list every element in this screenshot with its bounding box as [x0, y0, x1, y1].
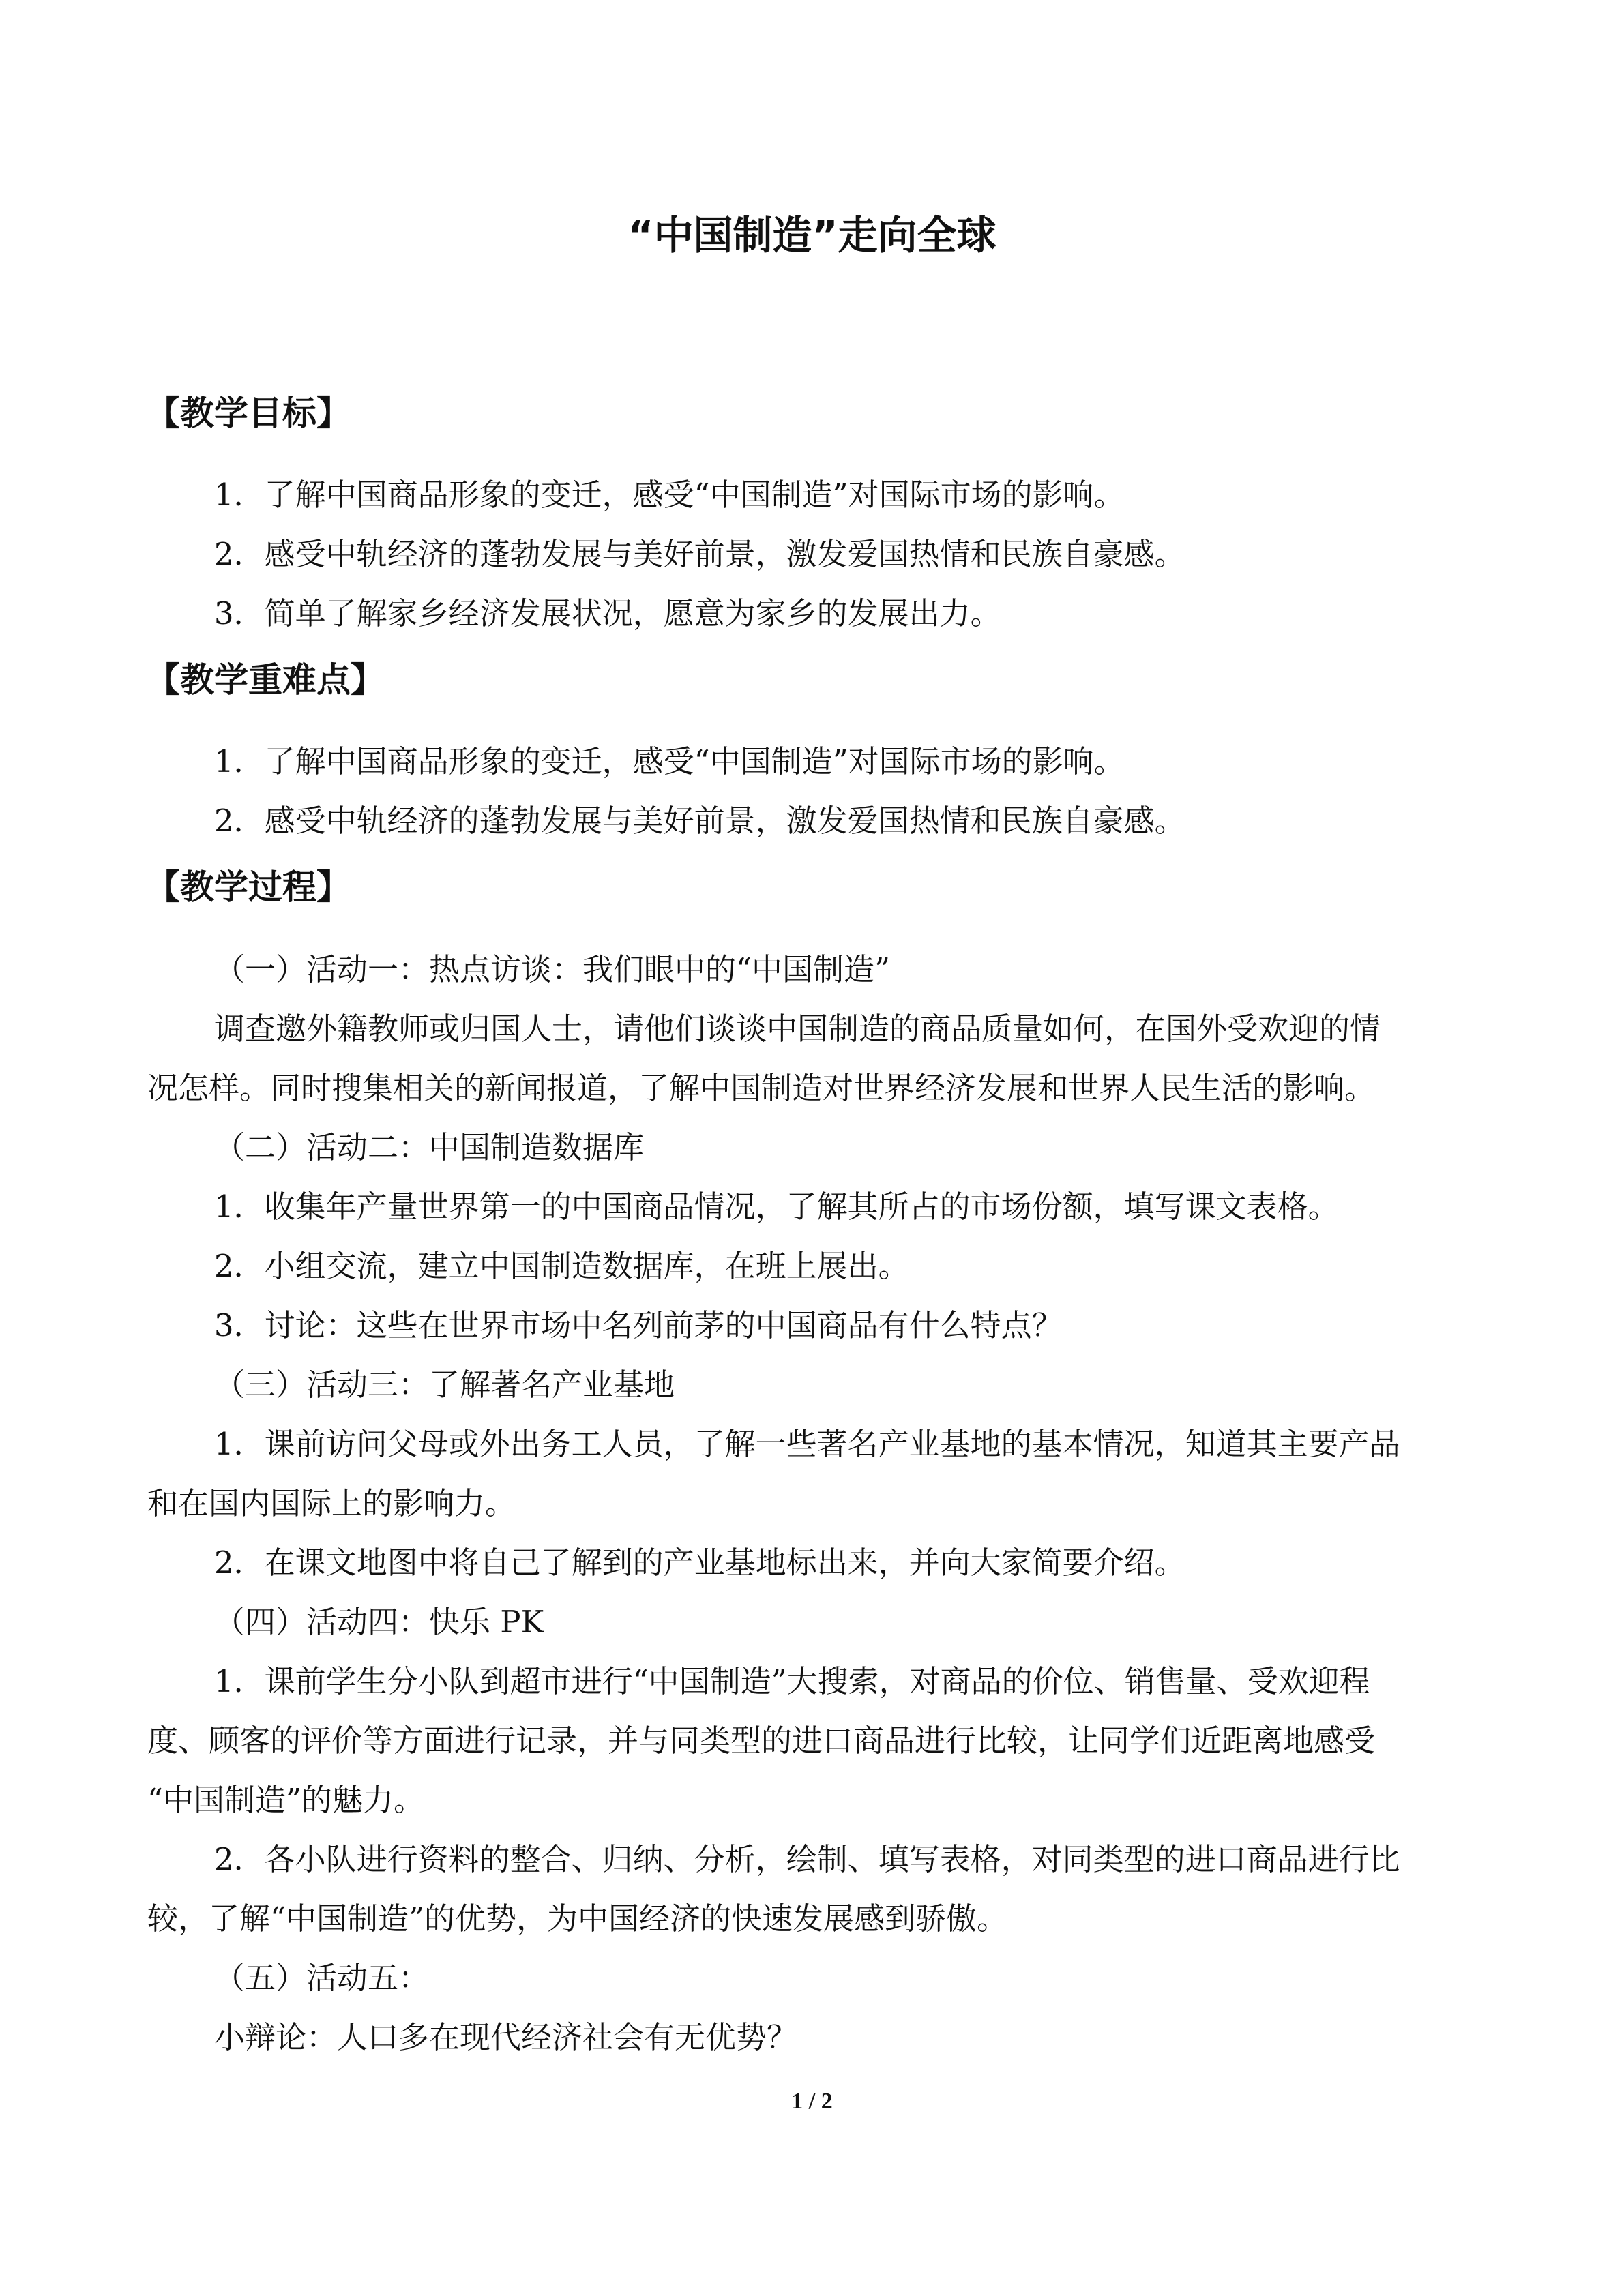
goal-item-1: 1．了解中国商品形象的变迁，感受“中国制造”对国际市场的影响。 — [214, 477, 1125, 513]
process-line: 3．讨论：这些在世界市场中名列前茅的中国商品有什么特点？ — [214, 1307, 1063, 1343]
process-line: 2．小组交流，建立中国制造数据库，在班上展出。 — [214, 1248, 909, 1284]
section-heading-keypoints: 【教学重难点】 — [146, 660, 385, 700]
page-number: 1 / 2 — [791, 2089, 833, 2114]
process-line: （一）活动一：热点访谈：我们眼中的“中国制造” — [214, 951, 891, 987]
process-line: （四）活动四：快乐 PK — [214, 1604, 544, 1640]
process-line: （三）活动三：了解著名产业基地 — [214, 1367, 675, 1403]
process-line: （五）活动五： — [214, 1960, 430, 1996]
document-title: “中国制造”走向全球 — [628, 212, 996, 258]
goal-item-2: 2．感受中轨经济的蓬勃发展与美好前景，激发爱国热情和民族自豪感。 — [214, 536, 1185, 572]
process-line: “中国制造”的魅力。 — [147, 1782, 425, 1818]
process-line: 调查邀外籍教师或归国人士，请他们谈谈中国制造的商品质量如何，在国外受欢迎的情 — [214, 1011, 1381, 1047]
section-heading-goals: 【教学目标】 — [146, 393, 351, 433]
process-line: 1．收集年产量世界第一的中国商品情况，了解其所占的市场份额，填写课文表格。 — [214, 1189, 1339, 1225]
process-line: 况怎样。同时搜集相关的新闻报道，了解中国制造对世界经济发展和世界人民生活的影响。 — [147, 1070, 1376, 1106]
keypoint-item-1: 1．了解中国商品形象的变迁，感受“中国制造”对国际市场的影响。 — [214, 743, 1125, 779]
process-line: 1．课前访问父母或外出务工人员，了解一些著名产业基地的基本情况，知道其主要产品 — [214, 1426, 1400, 1462]
process-line: 2．各小队进行资料的整合、归纳、分析，绘制、填写表格，对同类型的进口商品进行比 — [214, 1841, 1400, 1877]
process-line: 和在国内国际上的影响力。 — [147, 1485, 516, 1521]
process-line: 2．在课文地图中将自己了解到的产业基地标出来，并向大家简要介绍。 — [214, 1545, 1185, 1581]
process-line: 小辩论：人口多在现代经济社会有无优势？ — [214, 2019, 798, 2055]
process-line: （二）活动二：中国制造数据库 — [214, 1129, 645, 1165]
process-line: 1．课前学生分小队到超市进行“中国制造”大搜索，对商品的价位、销售量、受欢迎程 — [214, 1663, 1370, 1699]
process-line: 较，了解“中国制造”的优势，为中国经济的快速发展感到骄傲。 — [147, 1900, 1008, 1937]
goal-item-3: 3．简单了解家乡经济发展状况，愿意为家乡的发展出力。 — [214, 595, 1001, 631]
keypoint-item-2: 2．感受中轨经济的蓬勃发展与美好前景，激发爱国热情和民族自豪感。 — [214, 803, 1185, 839]
section-heading-process: 【教学过程】 — [146, 867, 351, 907]
process-line: 度、顾客的评价等方面进行记录，并与同类型的进口商品进行比较，让同学们近距离地感受 — [147, 1723, 1376, 1759]
